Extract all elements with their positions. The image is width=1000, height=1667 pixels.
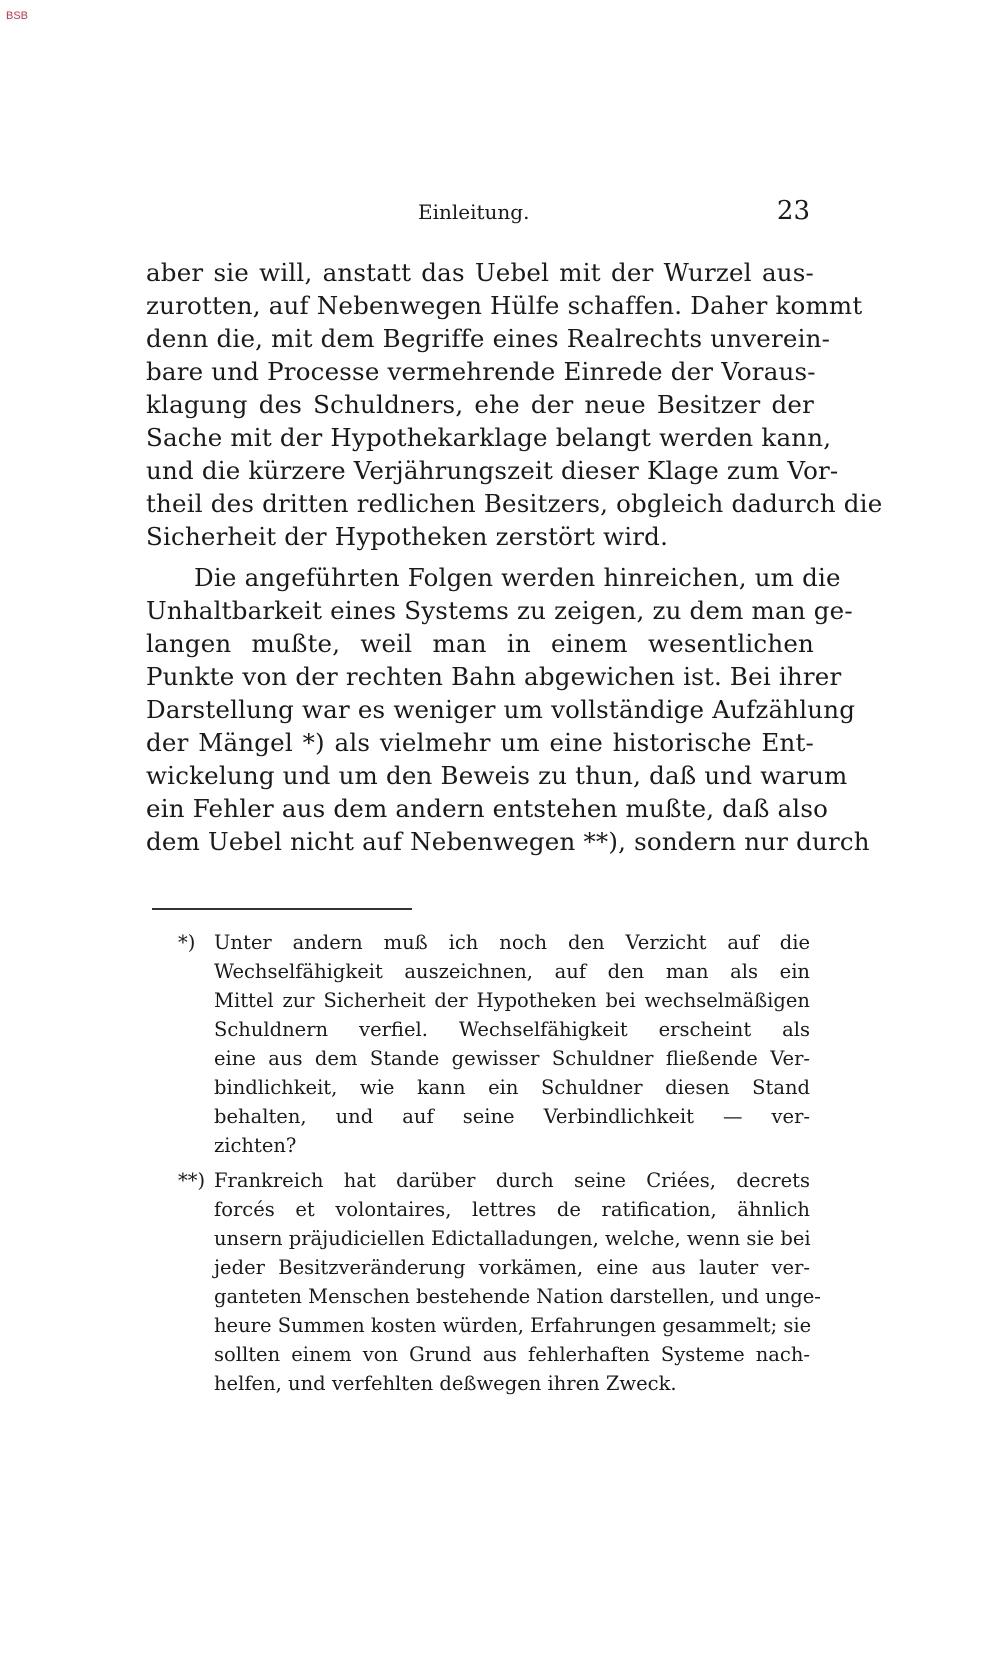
main-text (146, 256, 883, 858)
footnote-line: helfen, und verfehlten deßwegen ihren Zweck. (214, 1372, 677, 1395)
footnote-line: Frankreich hat darüber durch seine Criées, decrets (214, 1169, 810, 1192)
footnote (178, 928, 810, 1160)
text-line: ein Fehler aus dem andern entstehen mußte, daß also (146, 794, 829, 823)
footnote-line: Mittel zur Sicherheit der Hypotheken bei wechselmäßigen (214, 989, 810, 1012)
footnote-line: behalten, und auf seine Verbindlichkeit — ver- (214, 1105, 810, 1128)
footnote-line: Wechselfähigkeit auszeichnen, auf den man als ein (214, 960, 810, 983)
footnote-line: jeder Besitzveränderung vorkämen, eine aus lauter ver- (214, 1256, 810, 1279)
footnotes (178, 928, 821, 1398)
library-stamp: BSB (6, 10, 29, 22)
text-line: Punkte von der rechten Bahn abgewichen ist. Bei ihrer (146, 662, 842, 691)
footnote-marker: *) (178, 931, 196, 954)
footnote-line: eine aus dem Stande gewisser Schuldner fließende Ver- (214, 1047, 810, 1070)
footnote (178, 1166, 821, 1398)
paragraph (146, 561, 870, 858)
text-line: aber sie will, anstatt das Uebel mit der Wurzel aus- (146, 258, 814, 287)
text-line: Unhaltbarkeit eines Systems zu zeigen, zu dem man ge- (146, 596, 853, 625)
footnote-marker: **) (178, 1169, 206, 1192)
text-line: denn die, mit dem Begriffe eines Realrechts unverein- (146, 324, 831, 353)
text-line: langen mußte, weil man in einem wesentlichen (146, 629, 814, 658)
footnote-line: bindlichkeit, wie kann ein Schuldner diesen Stand (214, 1076, 810, 1099)
footnote-line: forcés et volontaires, lettres de ratification, ähnlich (214, 1198, 810, 1221)
footnote-line: heure Summen kosten würden, Erfahrungen gesammelt; sie (214, 1314, 812, 1337)
text-line: zurotten, auf Nebenwegen Hülfe schaffen. Daher kommt (146, 291, 863, 320)
text-line: Darstellung war es weniger um vollständige Aufzählung (146, 695, 856, 724)
text-line: Die angeführten Folgen werden hinreichen, um die (194, 563, 841, 592)
text-line: Sicherheit der Hypotheken zerstört wird. (146, 522, 669, 551)
footnote-line: zichten? (214, 1134, 297, 1157)
running-title: Einleitung. (418, 200, 530, 224)
text-line: theil des dritten redlichen Besitzers, obgleich dadurch die (146, 489, 883, 518)
text-line: wickelung und um den Beweis zu thun, daß und warum (146, 761, 848, 790)
footnote-line: Schuldnern verfiel. Wechselfähigkeit erscheint als (214, 1018, 810, 1041)
text-line: und die kürzere Verjährungszeit dieser Klage zum Vor- (146, 456, 839, 485)
page-number: 23 (776, 196, 810, 226)
footnote-rule (152, 908, 412, 910)
text-line: klagung des Schuldners, ehe der neue Besitzer der (146, 390, 814, 419)
text-line: bare und Processe vermehrende Einrede der Voraus- (146, 357, 816, 386)
text-line: dem Uebel nicht auf Nebenwegen **), sondern nur durch (146, 827, 870, 856)
running-head (148, 196, 810, 236)
footnote-line: sollten einem von Grund aus fehlerhaften Systeme nach- (214, 1343, 810, 1366)
footnote-line: ganteten Menschen bestehende Nation darstellen, und unge- (214, 1285, 821, 1308)
text-line: der Mängel *) als vielmehr um eine historische Ent- (146, 728, 814, 757)
paragraph (146, 256, 883, 553)
text-line: Sache mit der Hypothekarklage belangt werden kann, (146, 423, 832, 452)
footnote-line: Unter andern muß ich noch den Verzicht auf die (214, 931, 810, 954)
footnote-line: unsern präjudiciellen Edictalladungen, welche, wenn sie bei (214, 1227, 811, 1250)
